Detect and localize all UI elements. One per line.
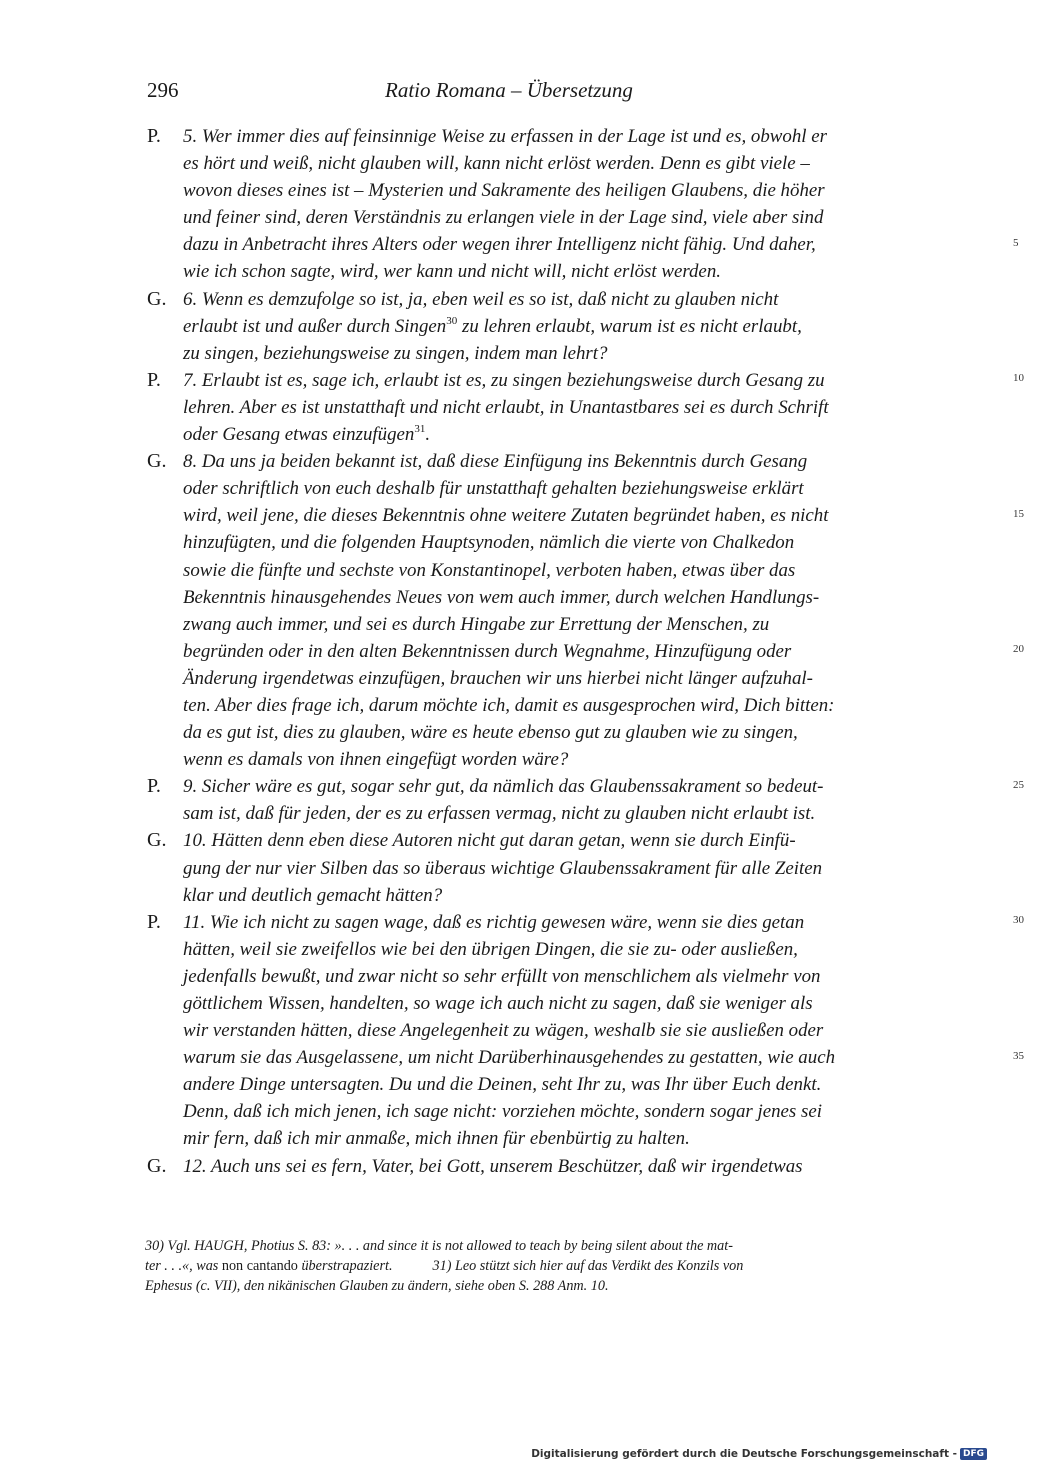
entry-text bbox=[183, 286, 865, 367]
entry-text bbox=[183, 909, 865, 1153]
text-line: begründen oder in den alten Bekenntnissen durch Wegnahme, Hinzufügung oder bbox=[183, 640, 792, 662]
page-number: 296 bbox=[147, 78, 179, 102]
speaker-label: P. bbox=[147, 775, 161, 798]
text-line: 6. Wenn es demzufolge so ist, ja, eben weil es so ist, daß nicht zu glauben nicht bbox=[183, 288, 779, 310]
text-line bbox=[183, 421, 865, 448]
text-line: wird, weil jene, die dieses Bekenntnis ohne weitere Zutaten begründet haben, es nicht bbox=[183, 505, 829, 527]
text-line: andere Dinge untersagten. Du und die Deinen, seht Ihr zu, was Ihr über Euch denkt. bbox=[183, 1074, 822, 1096]
text-line: wenn es damals von ihnen eingefügt worden wäre? bbox=[183, 749, 569, 771]
text-line bbox=[183, 313, 865, 340]
footnote-30-text: ter . . .«, was bbox=[145, 1258, 219, 1274]
text-line: und feiner sind, deren Verständnis zu erlangen viele in der Lage sind, viele aber sind bbox=[183, 207, 824, 229]
text-line: klar und deutlich gemacht hätten? bbox=[183, 884, 443, 906]
line-number: 20 bbox=[1013, 643, 1024, 655]
text-line: Änderung irgendetwas einzufügen, brauchen wir uns hierbei nicht länger aufzuhal- bbox=[183, 667, 813, 689]
dialogue-entry bbox=[145, 286, 865, 367]
latin-phrase: non cantando bbox=[221, 1258, 298, 1274]
text-line: zwang auch immer, und sei es durch Hingabe zur Errettung der Menschen, zu bbox=[183, 613, 770, 635]
text-line: 5. Wer immer dies auf feinsinnige Weise zu erfassen in der Lage ist und es, obwohl er bbox=[183, 126, 827, 147]
text-fragment: . bbox=[425, 424, 431, 446]
text-fragment: erlaubt ist und außer durch Singen bbox=[183, 315, 447, 337]
text-line: zu singen, beziehungsweise zu singen, indem man lehrt? bbox=[183, 342, 608, 364]
line-number: 25 bbox=[1013, 779, 1024, 791]
footnote-line bbox=[145, 1256, 860, 1276]
entry-text bbox=[183, 773, 865, 827]
body-text bbox=[145, 123, 1024, 1180]
dfg-notice bbox=[531, 1448, 987, 1460]
dialogue-entry bbox=[145, 827, 865, 908]
dialogue-entry bbox=[145, 123, 865, 286]
text-line: 12. Auch uns sei es fern, Vater, bei Gott, unserem Beschützer, daß wir irgendetwas bbox=[183, 1155, 803, 1177]
speaker-label: G. bbox=[147, 1154, 167, 1177]
text-line: hätten, weil sie zweifellos wie bei den übrigen Dingen, die sie zu- oder ausließen, bbox=[183, 938, 798, 960]
text-line: wovon dieses eines ist – Mysterien und Sakramente des heiligen Glaubens, die höher bbox=[183, 180, 825, 202]
footnote-ref-30: 30 bbox=[446, 314, 458, 327]
text-line: warum sie das Ausgelassene, um nicht Darüberhinausgehendes zu gestatten, wie auch bbox=[183, 1047, 836, 1069]
footnote-30-text: überstrapaziert. bbox=[301, 1258, 393, 1274]
entry-text bbox=[183, 448, 865, 773]
text-line: hinzufügten, und die folgenden Hauptsynoden, nämlich die vierte von Chalkedon bbox=[183, 532, 795, 554]
text-line: sam ist, daß für jeden, der es zu erfassen vermag, nicht zu glauben nicht erlaubt ist. bbox=[183, 803, 816, 825]
text-line: lehren. Aber es ist unstatthaft und nicht erlaubt, in Unantastbares sei es durch Schrift bbox=[183, 396, 829, 418]
running-title: Ratio Romana – Übersetzung bbox=[385, 78, 633, 102]
footnote-31-line: Ephesus (c. VII), den nikänischen Glauben zu ändern, siehe oben S. 288 Anm. 10. bbox=[145, 1278, 609, 1294]
footnote-31-text: 31) Leo stützt sich hier auf das Verdikt des Konzils von bbox=[432, 1258, 744, 1274]
text-line: 8. Da uns ja beiden bekannt ist, daß diese Einfügung ins Bekenntnis durch Gesang bbox=[183, 451, 808, 473]
text-line: gung der nur vier Silben das so überaus wichtige Glaubenssakrament für alle Zeiten bbox=[183, 857, 823, 879]
text-line: wir verstanden hätten, diese Angelegenheit zu wägen, weshalb sie sie ausließen oder bbox=[183, 1020, 824, 1042]
text-fragment: oder Gesang etwas einzufügen bbox=[183, 424, 415, 446]
line-number: 10 bbox=[1013, 372, 1024, 384]
speaker-label: P. bbox=[147, 910, 161, 933]
text-line: 10. Hätten denn eben diese Autoren nicht gut daran getan, wenn sie durch Einfü- bbox=[183, 830, 796, 852]
line-number: 35 bbox=[1013, 1050, 1024, 1062]
text-line: mir fern, daß ich mir anmaße, mich ihnen für ebenbürtig zu halten. bbox=[183, 1128, 690, 1150]
dialogue-entry bbox=[145, 448, 865, 773]
line-number: 30 bbox=[1013, 914, 1024, 926]
text-line: Denn, daß ich mich jenen, ich sage nicht: vorziehen möchte, sondern sogar jenes sei bbox=[183, 1101, 822, 1123]
text-line: 9. Sicher wäre es gut, sogar sehr gut, da nämlich das Glaubenssakrament so bedeut- bbox=[183, 776, 824, 798]
footnote-30-line: 30) Vgl. HAUGH, Photius S. 83: ». . . and since it is not allowed to teach by being silent about the mat- bbox=[145, 1238, 733, 1254]
footnotes bbox=[145, 1236, 860, 1296]
text-line: es hört und weiß, nicht glauben will, kann nicht erlöst werden. Denn es gibt viele – bbox=[183, 153, 810, 175]
text-line: 7. Erlaubt ist es, sage ich, erlaubt ist es, zu singen beziehungsweise durch Gesang zu bbox=[183, 369, 825, 391]
line-number: 5 bbox=[1013, 237, 1019, 249]
speaker-label: P. bbox=[147, 125, 161, 147]
speaker-label: P. bbox=[147, 368, 161, 391]
text-line: 11. Wie ich nicht zu sagen wage, daß es richtig gewesen wäre, wenn sie dies getan bbox=[183, 911, 805, 933]
entry-text bbox=[183, 1153, 865, 1180]
text-line: ten. Aber dies frage ich, darum möchte ich, damit es ausgesprochen wird, Dich bitten: bbox=[183, 694, 835, 716]
text-line: da es gut ist, dies zu glauben, wäre es heute ebenso gut zu glauben wie zu singen, bbox=[183, 722, 798, 744]
speaker-label: G. bbox=[147, 287, 167, 310]
text-fragment: zu lehren erlaubt, warum ist es nicht erlaubt, bbox=[461, 315, 802, 337]
text-line: sowie die fünfte und sechste von Konstantinopel, verboten haben, etwas über das bbox=[183, 559, 796, 581]
dfg-notice-text: Digitalisierung gefördert durch die Deutsche Forschungsgemeinschaft - bbox=[531, 1448, 957, 1460]
text-line: oder schriftlich von euch deshalb für unstatthaft gehalten beziehungsweise erklärt bbox=[183, 478, 804, 500]
text-line: wie ich schon sagte, wird, wer kann und nicht will, nicht erlöst werden. bbox=[183, 261, 721, 283]
text-line: Bekenntnis hinausgehendes Neues von wem auch immer, durch welchen Handlungs- bbox=[183, 586, 820, 608]
dialogue-entry bbox=[145, 1153, 865, 1180]
text-line: göttlichem Wissen, handelten, so wage ich auch nicht zu sagen, daß sie weniger als bbox=[183, 993, 813, 1014]
text-line: dazu in Anbetracht ihres Alters oder wegen ihrer Intelligenz nicht fähig. Und daher, bbox=[183, 234, 816, 256]
entry-text bbox=[183, 123, 865, 286]
line-number: 15 bbox=[1013, 508, 1024, 520]
entry-text bbox=[183, 827, 865, 908]
dialogue-entry bbox=[145, 909, 865, 1153]
dfg-logo-icon: DFG bbox=[960, 1448, 987, 1460]
footnote-ref-31: 31 bbox=[414, 423, 426, 436]
text-line: jedenfalls bewußt, und zwar nicht so sehr erfüllt von menschlichem als vielmehr von bbox=[183, 965, 821, 987]
speaker-label: G. bbox=[147, 829, 167, 852]
speaker-label: G. bbox=[147, 450, 167, 473]
dialogue-entry bbox=[145, 367, 865, 448]
dialogue-entry bbox=[145, 773, 865, 827]
entry-text bbox=[183, 367, 865, 448]
